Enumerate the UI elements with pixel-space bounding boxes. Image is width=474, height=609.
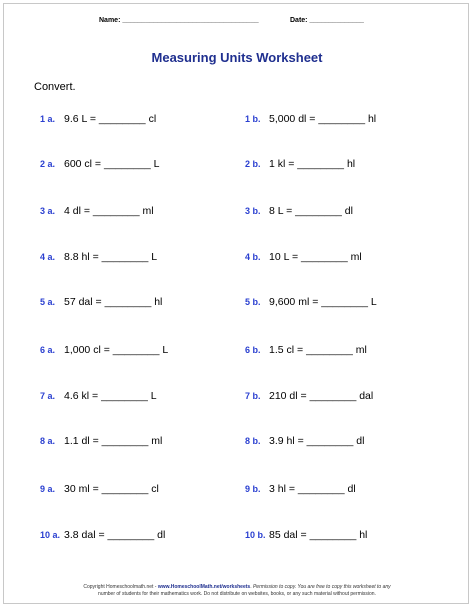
problem-text: 4 dl = ________ ml [64,205,154,217]
problem-text: 8 L = ________ dl [269,205,353,217]
problem-text: 30 ml = ________ cl [64,483,159,495]
problem-9b [245,483,356,495]
problem-text: 3.8 dal = ________ dl [64,529,166,541]
footer-permission: Permission to copy. You are free to copy this worksheet to any [252,584,391,590]
problem-text: 85 dal = ________ hl [269,529,368,541]
footer-copyright: Copyright Homeschoolmath.net - [83,584,157,590]
problem-6a [40,344,168,356]
problem-text: 8.8 hl = ________ L [64,251,158,263]
worksheet-title: Measuring Units Worksheet [151,50,323,65]
problem-1b [245,113,376,125]
problem-number: 4 a. [40,252,56,262]
problem-number: 2 a. [40,159,56,169]
problem-2b [245,158,355,170]
problem-text: 1 kl = ________ hl [269,158,356,170]
problem-7a [40,390,157,402]
footer [0,584,474,598]
problem-4b [245,251,362,263]
problem-3b [245,205,353,217]
footer-line-2: number of students for their mathematics work. Do not distribute on websites, books, or any such material without permission. [98,591,376,597]
footer-line-1: Copyright Homeschoolmath.net - www.HomeschoolMath.net/worksheets. Permission to copy. You are free to copy this worksheet to any [83,584,391,590]
problem-number: 6 a. [40,345,56,355]
date-field-label: Date: ______________ [290,17,364,24]
problem-number: 1 b. [245,114,261,124]
problem-number: 1 a. [40,114,56,124]
problem-6b [245,344,367,356]
problem-number: 8 a. [40,436,56,446]
problem-number: 3 b. [245,206,261,216]
problem-text: 10 L = ________ ml [269,251,362,263]
problem-5a [40,296,162,308]
problem-number: 5 b. [245,297,261,307]
instruction-text: Convert. [34,81,76,93]
problem-number: 5 a. [40,297,56,307]
problem-text: 4.6 kl = ________ L [64,390,157,402]
problem-number: 9 a. [40,484,56,494]
problem-text: 1,000 cl = ________ L [64,344,169,356]
problem-number: 10 a. [40,530,61,540]
problem-number: 3 a. [40,206,56,216]
problem-text: 5,000 dl = ________ hl [269,113,377,125]
problem-10b [245,529,367,541]
problem-text: 9.6 L = ________ cl [64,113,157,125]
problem-number: 9 b. [245,484,261,494]
problem-text: 3 hl = ________ dl [269,483,356,495]
problem-text: 57 dal = ________ hl [64,296,163,308]
problem-3a [40,205,154,217]
problem-7b [245,390,373,402]
problem-text: 3.9 hl = ________ dl [269,435,365,447]
problem-text: 1.5 cl = ________ ml [269,344,367,356]
problem-number: 7 a. [40,391,56,401]
footer-link[interactable]: www.HomeschoolMath.net/worksheets [157,584,251,590]
problem-number: 10 b. [245,530,266,540]
problem-9a [40,483,159,495]
problem-number: 6 b. [245,345,261,355]
problem-8a [40,435,162,447]
problem-number: 8 b. [245,436,261,446]
problem-text: 1.1 dl = ________ ml [64,435,163,447]
problem-2a [40,158,159,170]
problem-text: 9,600 ml = ________ L [269,296,377,308]
problem-number: 4 b. [245,252,261,262]
name-field-label: Name: ___________________________________ [99,17,259,24]
problem-5b [245,296,377,308]
problem-8b [245,435,364,447]
problem-1a [40,113,156,125]
problem-10a [40,529,165,541]
problem-number: 7 b. [245,391,261,401]
problem-4a [40,251,157,263]
problem-text: 210 dl = ________ dal [269,390,374,402]
problem-number: 2 b. [245,159,261,169]
problem-text: 600 cl = ________ L [64,158,160,170]
